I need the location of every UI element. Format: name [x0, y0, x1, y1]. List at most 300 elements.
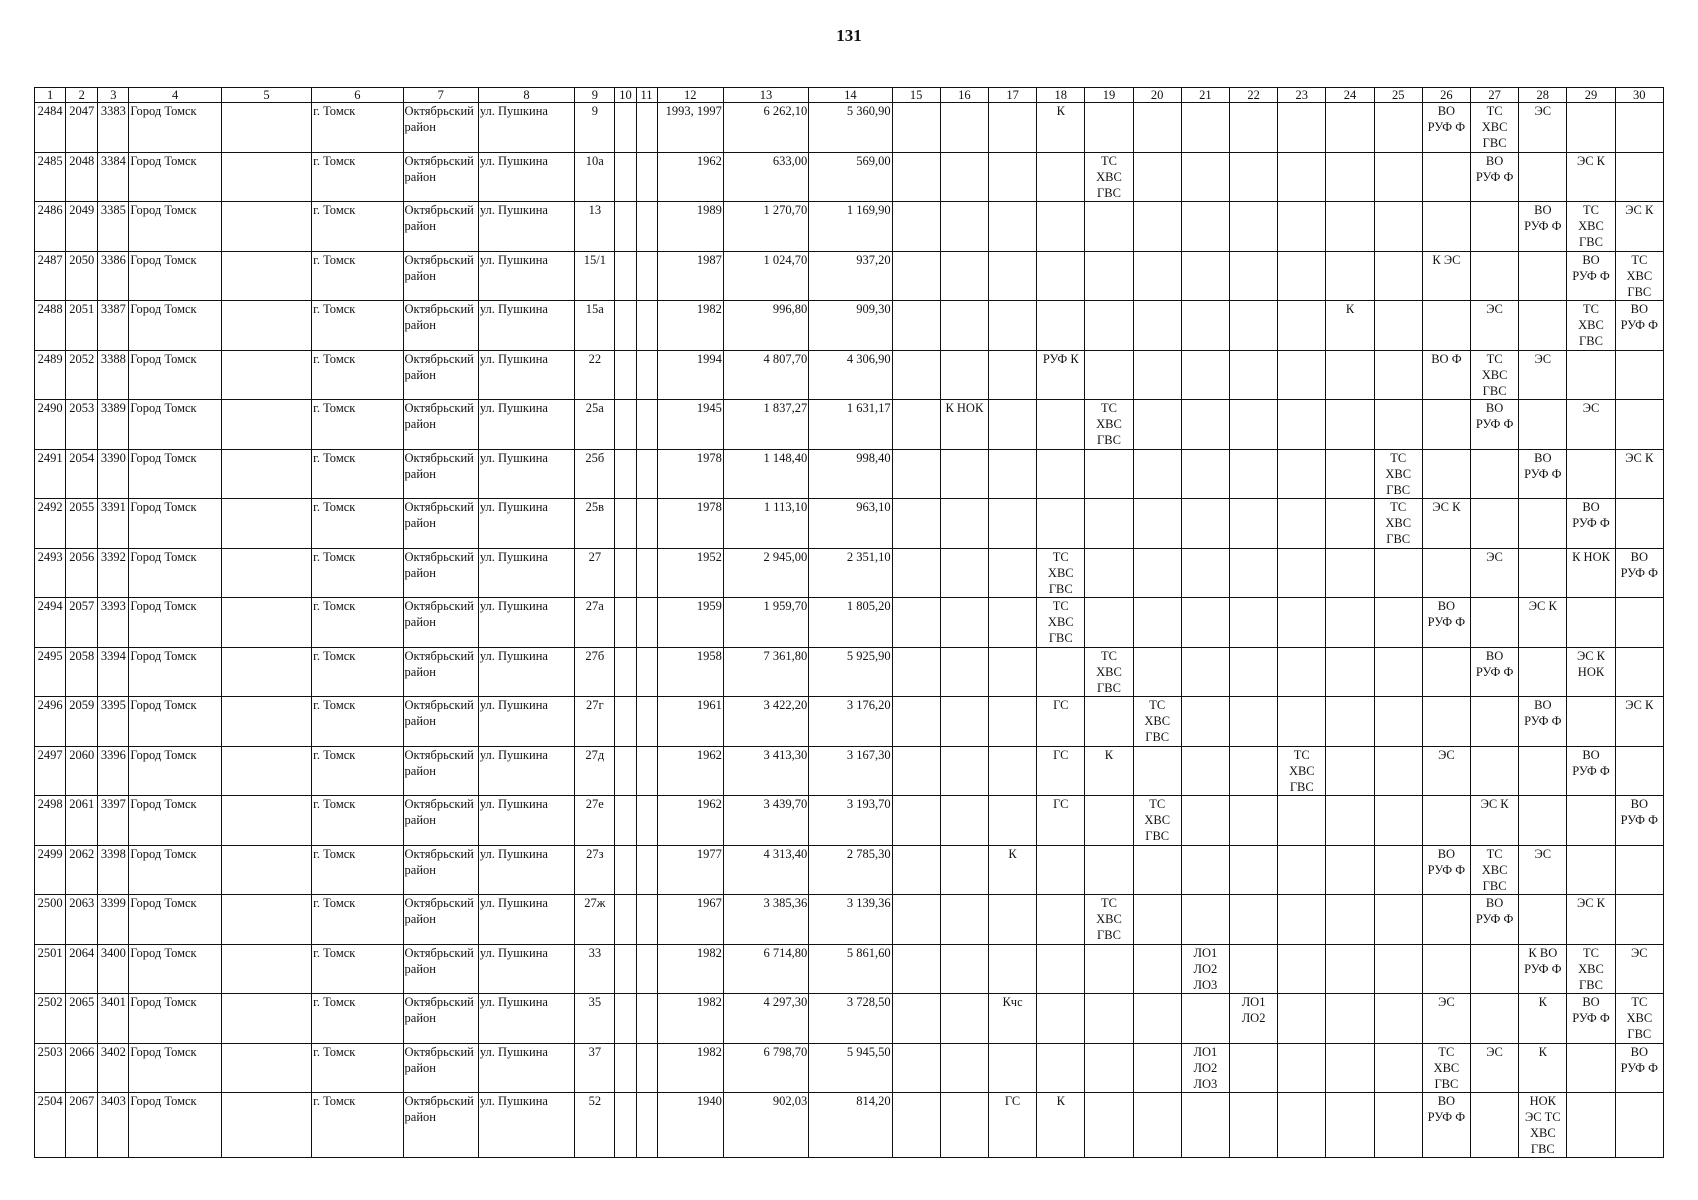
cell-house: 25б — [575, 449, 615, 499]
cell-work-code — [1567, 350, 1615, 400]
cell-col11 — [636, 152, 657, 202]
cell-work-code — [1326, 350, 1374, 400]
cell-house: 33 — [575, 944, 615, 994]
cell-street: ул. Пушкина — [478, 400, 574, 450]
cell-work-code — [988, 697, 1036, 747]
cell-district: Октябрьский район — [403, 103, 478, 153]
cell-work-code — [892, 598, 940, 648]
cell-work-code — [1037, 994, 1085, 1044]
cell-work-code — [1374, 251, 1422, 301]
cell-work-code — [1326, 1043, 1374, 1093]
cell-street: ул. Пушкина — [478, 301, 574, 351]
cell-work-code — [1133, 499, 1181, 549]
cell-house: 27ж — [575, 895, 615, 945]
cell-index: 2496 — [35, 697, 66, 747]
cell-id-3: 3395 — [98, 697, 129, 747]
cell-work-code: ТС ХВС ГВС — [1615, 251, 1663, 301]
cell-col11 — [636, 449, 657, 499]
cell-work-code — [892, 746, 940, 796]
cell-work-code: К ЭС — [1422, 251, 1470, 301]
cell-work-code — [1374, 301, 1422, 351]
cell-work-code: ТС ХВС ГВС — [1374, 499, 1422, 549]
cell-work-code — [1229, 202, 1277, 252]
cell-living-area: 2 785,30 — [809, 845, 892, 895]
cell-street: ул. Пушкина — [478, 647, 574, 697]
cell-work-code: ВО РУФ Ф — [1422, 103, 1470, 153]
cell-work-code: ТС ХВС ГВС — [1278, 746, 1326, 796]
column-header: 24 — [1326, 88, 1374, 103]
cell-id-2: 2051 — [66, 301, 98, 351]
cell-work-code — [1133, 301, 1181, 351]
table-row — [35, 1093, 1664, 1158]
cell-year: 1978 — [657, 449, 723, 499]
cell-work-code — [1278, 301, 1326, 351]
cell-house: 22 — [575, 350, 615, 400]
cell-district: Октябрьский район — [403, 944, 478, 994]
cell-work-code — [1326, 103, 1374, 153]
cell-work-code — [988, 1043, 1036, 1093]
cell-work-code: ЛО1 ЛО2 ЛО3 — [1181, 944, 1229, 994]
cell-year: 1945 — [657, 400, 723, 450]
cell-work-code: ВО РУФ Ф — [1615, 796, 1663, 846]
cell-work-code — [1085, 845, 1133, 895]
cell-work-code — [1278, 103, 1326, 153]
cell-year: 1962 — [657, 746, 723, 796]
cell-id-3: 3384 — [98, 152, 129, 202]
cell-work-code — [1181, 598, 1229, 648]
column-header: 19 — [1085, 88, 1133, 103]
cell-col5 — [221, 647, 311, 697]
cell-year: 1982 — [657, 994, 723, 1044]
cell-work-code — [1181, 746, 1229, 796]
cell-work-code — [1422, 548, 1470, 598]
column-header: 27 — [1471, 88, 1519, 103]
cell-work-code — [988, 548, 1036, 598]
cell-work-code — [1229, 796, 1277, 846]
cell-house: 27а — [575, 598, 615, 648]
column-header: 29 — [1567, 88, 1615, 103]
cell-work-code: ТС ХВС ГВС — [1133, 796, 1181, 846]
cell-index: 2487 — [35, 251, 66, 301]
cell-municipality: Город Томск — [129, 746, 221, 796]
cell-work-code — [1615, 103, 1663, 153]
cell-work-code — [1085, 449, 1133, 499]
cell-id-3: 3397 — [98, 796, 129, 846]
column-header: 7 — [403, 88, 478, 103]
cell-work-code: ТС ХВС ГВС — [1133, 697, 1181, 747]
cell-work-code — [1615, 895, 1663, 945]
cell-work-code — [940, 746, 988, 796]
cell-col5 — [221, 1043, 311, 1093]
cell-work-code — [988, 202, 1036, 252]
cell-work-code: ВО РУФ Ф — [1615, 548, 1663, 598]
cell-col5 — [221, 301, 311, 351]
cell-col5 — [221, 944, 311, 994]
cell-work-code: ВО РУФ Ф — [1422, 845, 1470, 895]
cell-col10 — [615, 301, 636, 351]
cell-work-code: ВО РУФ Ф — [1615, 301, 1663, 351]
cell-work-code — [1615, 350, 1663, 400]
cell-work-code — [1133, 350, 1181, 400]
cell-district: Октябрьский район — [403, 895, 478, 945]
cell-col5 — [221, 1093, 311, 1158]
cell-index: 2492 — [35, 499, 66, 549]
cell-work-code — [940, 152, 988, 202]
table-row — [35, 251, 1664, 301]
cell-house: 25в — [575, 499, 615, 549]
cell-house: 13 — [575, 202, 615, 252]
cell-district: Октябрьский район — [403, 697, 478, 747]
cell-id-3: 3393 — [98, 598, 129, 648]
cell-work-code — [1326, 647, 1374, 697]
cell-house: 27з — [575, 845, 615, 895]
cell-work-code: ВО РУФ Ф — [1519, 449, 1567, 499]
cell-living-area: 5 925,90 — [809, 647, 892, 697]
cell-house: 27б — [575, 647, 615, 697]
cell-work-code — [1133, 598, 1181, 648]
cell-work-code — [1181, 845, 1229, 895]
cell-living-area: 5 861,60 — [809, 944, 892, 994]
cell-street: ул. Пушкина — [478, 746, 574, 796]
cell-living-area: 1 169,90 — [809, 202, 892, 252]
cell-col11 — [636, 994, 657, 1044]
cell-work-code — [1471, 251, 1519, 301]
cell-municipality: Город Томск — [129, 152, 221, 202]
cell-total-area: 1 959,70 — [723, 598, 808, 648]
cell-district: Октябрьский район — [403, 598, 478, 648]
cell-index: 2499 — [35, 845, 66, 895]
cell-year: 1982 — [657, 1043, 723, 1093]
cell-work-code — [1422, 944, 1470, 994]
cell-work-code — [1278, 845, 1326, 895]
cell-col10 — [615, 746, 636, 796]
cell-col11 — [636, 944, 657, 994]
cell-locality: г. Томск — [312, 796, 403, 846]
cell-work-code — [1037, 1043, 1085, 1093]
cell-col10 — [615, 598, 636, 648]
cell-work-code — [1278, 1093, 1326, 1158]
cell-total-area: 2 945,00 — [723, 548, 808, 598]
table-row — [35, 103, 1664, 153]
cell-year: 1967 — [657, 895, 723, 945]
cell-locality: г. Томск — [312, 1093, 403, 1158]
cell-work-code — [1133, 152, 1181, 202]
cell-work-code — [1471, 1093, 1519, 1158]
header-row — [35, 88, 1664, 103]
cell-total-area: 1 024,70 — [723, 251, 808, 301]
cell-work-code — [1374, 598, 1422, 648]
cell-work-code — [1519, 301, 1567, 351]
cell-year: 1982 — [657, 301, 723, 351]
cell-index: 2491 — [35, 449, 66, 499]
cell-work-code — [940, 796, 988, 846]
cell-col11 — [636, 845, 657, 895]
column-header: 18 — [1037, 88, 1085, 103]
cell-work-code: ЛО1 ЛО2 — [1229, 994, 1277, 1044]
cell-street: ул. Пушкина — [478, 994, 574, 1044]
cell-id-3: 3402 — [98, 1043, 129, 1093]
cell-work-code — [1037, 647, 1085, 697]
cell-work-code — [892, 251, 940, 301]
cell-living-area: 909,30 — [809, 301, 892, 351]
cell-work-code — [940, 994, 988, 1044]
cell-id-2: 2062 — [66, 845, 98, 895]
cell-work-code — [1085, 202, 1133, 252]
cell-house: 37 — [575, 1043, 615, 1093]
cell-locality: г. Томск — [312, 251, 403, 301]
cell-id-2: 2060 — [66, 746, 98, 796]
cell-work-code — [1374, 796, 1422, 846]
cell-work-code: ВО РУФ Ф — [1567, 746, 1615, 796]
column-header: 3 — [98, 88, 129, 103]
table-row — [35, 301, 1664, 351]
cell-work-code: ТС ХВС ГВС — [1471, 350, 1519, 400]
cell-street: ул. Пушкина — [478, 1093, 574, 1158]
cell-col10 — [615, 548, 636, 598]
cell-work-code — [1326, 449, 1374, 499]
cell-total-area: 996,80 — [723, 301, 808, 351]
cell-street: ул. Пушкина — [478, 449, 574, 499]
cell-work-code: ЭС — [1422, 746, 1470, 796]
cell-year: 1994 — [657, 350, 723, 400]
cell-locality: г. Томск — [312, 499, 403, 549]
cell-year: 1977 — [657, 845, 723, 895]
cell-work-code — [1615, 1093, 1663, 1158]
cell-year: 1993, 1997 — [657, 103, 723, 153]
cell-work-code — [1229, 944, 1277, 994]
cell-locality: г. Томск — [312, 845, 403, 895]
cell-work-code — [1037, 301, 1085, 351]
cell-work-code — [940, 103, 988, 153]
cell-col5 — [221, 697, 311, 747]
cell-work-code — [1229, 301, 1277, 351]
cell-total-area: 633,00 — [723, 152, 808, 202]
cell-col5 — [221, 845, 311, 895]
cell-street: ул. Пушкина — [478, 103, 574, 153]
cell-total-area: 6 714,80 — [723, 944, 808, 994]
table-row — [35, 152, 1664, 202]
cell-work-code: РУФ К — [1037, 350, 1085, 400]
cell-municipality: Город Томск — [129, 499, 221, 549]
cell-id-2: 2049 — [66, 202, 98, 252]
cell-work-code — [1133, 548, 1181, 598]
cell-work-code — [1615, 647, 1663, 697]
cell-work-code — [1133, 1043, 1181, 1093]
cell-col10 — [615, 895, 636, 945]
cell-street: ул. Пушкина — [478, 350, 574, 400]
cell-municipality: Город Томск — [129, 350, 221, 400]
cell-work-code — [892, 697, 940, 747]
cell-work-code — [1374, 895, 1422, 945]
cell-work-code — [892, 796, 940, 846]
table-row — [35, 598, 1664, 648]
cell-work-code — [1085, 994, 1133, 1044]
cell-work-code — [1229, 1093, 1277, 1158]
cell-total-area: 1 270,70 — [723, 202, 808, 252]
cell-house: 27 — [575, 548, 615, 598]
cell-work-code — [1374, 103, 1422, 153]
cell-municipality: Город Томск — [129, 994, 221, 1044]
cell-work-code: ЭС — [1471, 301, 1519, 351]
cell-id-3: 3392 — [98, 548, 129, 598]
cell-col11 — [636, 202, 657, 252]
cell-work-code — [1229, 746, 1277, 796]
cell-id-2: 2053 — [66, 400, 98, 450]
cell-total-area: 7 361,80 — [723, 647, 808, 697]
cell-work-code — [1085, 1093, 1133, 1158]
cell-work-code — [1326, 202, 1374, 252]
cell-id-2: 2061 — [66, 796, 98, 846]
cell-total-area: 4 297,30 — [723, 994, 808, 1044]
cell-work-code — [1085, 251, 1133, 301]
cell-house: 15а — [575, 301, 615, 351]
cell-work-code: ТС ХВС ГВС — [1615, 994, 1663, 1044]
cell-id-3: 3385 — [98, 202, 129, 252]
cell-work-code: ГС — [988, 1093, 1036, 1158]
cell-work-code — [1326, 895, 1374, 945]
cell-work-code — [1229, 449, 1277, 499]
cell-living-area: 3 728,50 — [809, 994, 892, 1044]
cell-work-code — [1519, 400, 1567, 450]
cell-work-code — [892, 103, 940, 153]
cell-col11 — [636, 796, 657, 846]
cell-work-code — [988, 400, 1036, 450]
cell-col11 — [636, 1043, 657, 1093]
cell-year: 1958 — [657, 647, 723, 697]
cell-work-code — [940, 647, 988, 697]
cell-col11 — [636, 746, 657, 796]
cell-living-area: 998,40 — [809, 449, 892, 499]
cell-work-code — [1133, 647, 1181, 697]
cell-work-code — [1519, 746, 1567, 796]
cell-locality: г. Томск — [312, 994, 403, 1044]
cell-work-code — [1326, 251, 1374, 301]
cell-district: Октябрьский район — [403, 251, 478, 301]
cell-work-code — [1133, 251, 1181, 301]
cell-col11 — [636, 103, 657, 153]
cell-work-code — [1422, 895, 1470, 945]
cell-work-code — [892, 499, 940, 549]
cell-locality: г. Томск — [312, 697, 403, 747]
cell-district: Октябрьский район — [403, 845, 478, 895]
cell-living-area: 937,20 — [809, 251, 892, 301]
cell-work-code — [892, 895, 940, 945]
cell-col10 — [615, 499, 636, 549]
cell-id-2: 2054 — [66, 449, 98, 499]
table-row — [35, 202, 1664, 252]
cell-index: 2490 — [35, 400, 66, 450]
cell-work-code — [1229, 1043, 1277, 1093]
cell-street: ул. Пушкина — [478, 796, 574, 846]
cell-index: 2486 — [35, 202, 66, 252]
cell-id-3: 3391 — [98, 499, 129, 549]
cell-total-area: 3 439,70 — [723, 796, 808, 846]
cell-year: 1940 — [657, 1093, 723, 1158]
cell-index: 2485 — [35, 152, 66, 202]
cell-work-code — [1422, 647, 1470, 697]
cell-district: Октябрьский район — [403, 301, 478, 351]
cell-work-code — [940, 251, 988, 301]
cell-work-code — [1615, 598, 1663, 648]
cell-year: 1952 — [657, 548, 723, 598]
cell-col10 — [615, 400, 636, 450]
cell-street: ул. Пушкина — [478, 598, 574, 648]
cell-work-code — [1519, 548, 1567, 598]
cell-work-code: ГС — [1037, 697, 1085, 747]
cell-living-area: 3 176,20 — [809, 697, 892, 747]
cell-work-code — [1181, 350, 1229, 400]
cell-col10 — [615, 1093, 636, 1158]
cell-living-area: 5 360,90 — [809, 103, 892, 153]
cell-work-code — [940, 499, 988, 549]
cell-work-code — [1567, 103, 1615, 153]
cell-id-3: 3394 — [98, 647, 129, 697]
cell-work-code — [1471, 697, 1519, 747]
cell-living-area: 3 139,36 — [809, 895, 892, 945]
cell-col10 — [615, 251, 636, 301]
cell-locality: г. Томск — [312, 895, 403, 945]
cell-total-area: 6 798,70 — [723, 1043, 808, 1093]
cell-living-area: 5 945,50 — [809, 1043, 892, 1093]
cell-work-code — [1229, 895, 1277, 945]
cell-work-code — [1085, 301, 1133, 351]
cell-municipality: Город Томск — [129, 301, 221, 351]
cell-total-area: 4 807,70 — [723, 350, 808, 400]
table-row — [35, 350, 1664, 400]
cell-work-code — [1519, 251, 1567, 301]
cell-col10 — [615, 202, 636, 252]
cell-work-code: ВО РУФ Ф — [1567, 499, 1615, 549]
cell-work-code — [1133, 400, 1181, 450]
cell-locality: г. Томск — [312, 548, 403, 598]
cell-work-code — [1229, 548, 1277, 598]
cell-locality: г. Томск — [312, 449, 403, 499]
cell-work-code — [988, 796, 1036, 846]
cell-work-code — [892, 845, 940, 895]
cell-locality: г. Томск — [312, 746, 403, 796]
cell-work-code — [892, 548, 940, 598]
cell-work-code — [1374, 548, 1422, 598]
cell-year: 1989 — [657, 202, 723, 252]
cell-work-code: К — [1037, 1093, 1085, 1158]
cell-work-code — [892, 1043, 940, 1093]
cell-locality: г. Томск — [312, 350, 403, 400]
cell-col11 — [636, 1093, 657, 1158]
cell-work-code: К — [1519, 994, 1567, 1044]
cell-work-code — [1085, 103, 1133, 153]
cell-street: ул. Пушкина — [478, 251, 574, 301]
cell-work-code: ЭС К — [1471, 796, 1519, 846]
cell-work-code — [1374, 1093, 1422, 1158]
cell-col5 — [221, 400, 311, 450]
cell-work-code — [940, 1043, 988, 1093]
cell-id-3: 3399 — [98, 895, 129, 945]
cell-work-code — [940, 697, 988, 747]
cell-work-code — [1037, 152, 1085, 202]
cell-total-area: 4 313,40 — [723, 845, 808, 895]
cell-house: 15/1 — [575, 251, 615, 301]
cell-work-code — [1278, 647, 1326, 697]
cell-work-code: ВО РУФ Ф — [1567, 994, 1615, 1044]
column-header: 17 — [988, 88, 1036, 103]
cell-index: 2489 — [35, 350, 66, 400]
cell-work-code: ТС ХВС ГВС — [1567, 944, 1615, 994]
cell-col5 — [221, 598, 311, 648]
cell-municipality: Город Томск — [129, 202, 221, 252]
cell-col10 — [615, 449, 636, 499]
cell-work-code: ТС ХВС ГВС — [1037, 598, 1085, 648]
cell-index: 2495 — [35, 647, 66, 697]
